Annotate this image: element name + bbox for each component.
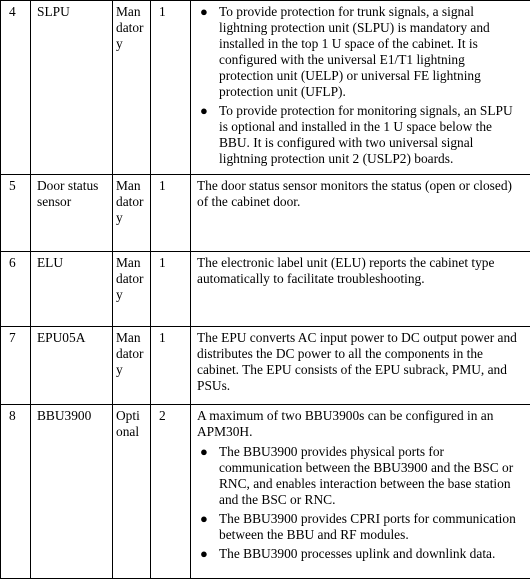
description-bullets bbox=[197, 4, 522, 167]
description bbox=[191, 327, 530, 405]
description-text: The EPU converts AC input power to DC output power and distributes the DC power to all the components in the cabinet. The EPU consists of the EPU subrack, PMU, and PSUs. bbox=[197, 330, 522, 394]
bullet-icon: ● bbox=[200, 546, 208, 562]
requirement: Mandatory bbox=[113, 327, 151, 405]
table-row bbox=[1, 405, 530, 579]
quantity: 2 bbox=[151, 405, 191, 579]
component-name: Door status sensor bbox=[31, 175, 113, 252]
list-item bbox=[197, 103, 522, 167]
table-row bbox=[1, 252, 530, 327]
description bbox=[191, 175, 530, 252]
description-bullets bbox=[197, 444, 522, 562]
list-item bbox=[197, 4, 522, 100]
row-number: 6 bbox=[1, 252, 31, 327]
bullet-text: The BBU3900 processes uplink and downlink data. bbox=[219, 546, 495, 561]
table-row bbox=[1, 1, 530, 175]
row-number: 4 bbox=[1, 1, 31, 175]
quantity: 1 bbox=[151, 1, 191, 175]
row-number: 8 bbox=[1, 405, 31, 579]
list-item bbox=[197, 546, 522, 562]
bullet-icon: ● bbox=[200, 444, 208, 460]
bullet-icon: ● bbox=[200, 103, 208, 119]
row-number: 7 bbox=[1, 327, 31, 405]
bullet-text: To provide protection for trunk signals, a signal lightning protection unit (SLPU) is mandatory and installed in the top 1 U space of the cabinet. It is configured with the universal E1/T1 lightning protection unit (UELP) or universal FE lightning protection unit (UFLP). bbox=[219, 4, 490, 99]
bullet-text: The BBU3900 provides physical ports for communication between the BBU3900 and the BSC or RNC, and enables interaction between the base station and the BSC or RNC. bbox=[219, 444, 513, 507]
table-row bbox=[1, 175, 530, 252]
description-text: The electronic label unit (ELU) reports the cabinet type automatically to facilitate troubleshooting. bbox=[197, 255, 522, 287]
list-item bbox=[197, 511, 522, 543]
list-item bbox=[197, 444, 522, 508]
bullet-text: To provide protection for monitoring signals, an SLPU is optional and installed in the 1 U space below the BBU. It is configured with two universal signal lightning protection unit 2 (USLP2) boards. bbox=[219, 103, 513, 166]
component-name: SLPU bbox=[31, 1, 113, 175]
table-row bbox=[1, 327, 530, 405]
requirement: Mandatory bbox=[113, 1, 151, 175]
bullet-icon: ● bbox=[200, 511, 208, 527]
bullet-text: The BBU3900 provides CPRI ports for communication between the BBU and RF modules. bbox=[219, 511, 516, 542]
quantity: 1 bbox=[151, 252, 191, 327]
requirement: Mandatory bbox=[113, 252, 151, 327]
component-table-body bbox=[1, 1, 530, 579]
bullet-icon: ● bbox=[200, 4, 208, 20]
component-name: BBU3900 bbox=[31, 405, 113, 579]
description bbox=[191, 1, 530, 175]
component-name: EPU05A bbox=[31, 327, 113, 405]
description-text: A maximum of two BBU3900s can be configured in an APM30H. bbox=[197, 408, 522, 440]
description bbox=[191, 405, 530, 579]
description-text: The door status sensor monitors the status (open or closed) of the cabinet door. bbox=[197, 178, 522, 210]
quantity: 1 bbox=[151, 175, 191, 252]
requirement: Mandatory bbox=[113, 175, 151, 252]
requirement: Optional bbox=[113, 405, 151, 579]
quantity: 1 bbox=[151, 327, 191, 405]
component-name: ELU bbox=[31, 252, 113, 327]
row-number: 5 bbox=[1, 175, 31, 252]
description bbox=[191, 252, 530, 327]
